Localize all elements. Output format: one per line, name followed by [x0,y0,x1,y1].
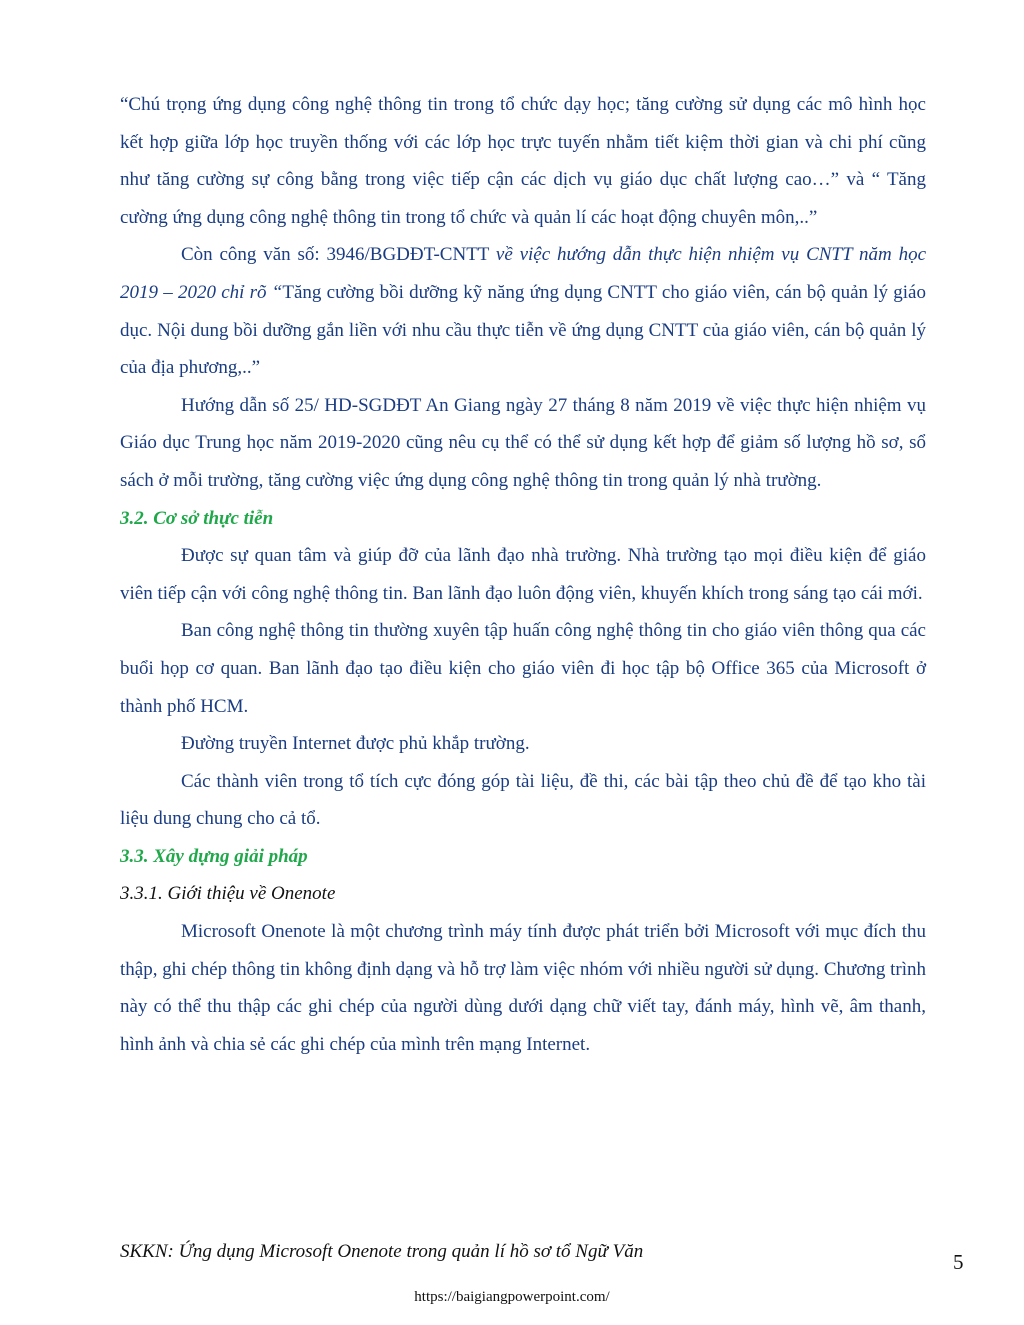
onenote-intro-paragraph: Microsoft Onenote là một chương trình máy tính được phát triển bởi Microsoft với mục đích thu thập, ghi chép thông tin không định dạng và hỗ trợ làm việc nhóm với nhiều người sử dụng. Chương trình này có thể thu thập các ghi chép của người dùng dưới dạng chữ viết tay, đánh máy, hình vẽ, âm thanh, hình ảnh và chia sẻ các ghi chép của mình trên mạng Internet. [120,921,926,1055]
footer-title: SKKN: Ứng dụng Microsoft Onenote trong quản lí hồ sơ tổ Ngữ Văn [120,1241,644,1262]
official-letter-quote: Tăng cường bồi dưỡng kỹ năng ứng dụng CNTT cho giáo viên, cán bộ quản lý giáo dục. Nội dung bồi dưỡng gắn liền với nhu cầu thực tiễn về ứng dụng CNTT của giáo viên, cán bộ quản lý của địa phương,..” [120,281,926,379]
guidance-paragraph: Hướng dẫn số 25/ HD-SGDĐT An Giang ngày 27 tháng 8 năm 2019 về việc thực hiện nhiệm vụ Giáo dục Trung học năm 2019-2020 cũng nêu cụ thể có thể sử dụng kết hợp để giảm số lượng hồ sơ, sổ sách ở mỗi trường, tăng cường việc ứng dụng công nghệ thông tin trong quản lý nhà trường. [120,394,926,491]
practice-paragraph-1: Được sự quan tâm và giúp đỡ của lãnh đạo nhà trường. Nhà trường tạo mọi điều kiện để giáo viên tiếp cận với công nghệ thông tin. Ban lãnh đạo luôn động viên, khuyến khích trong sáng tạo cái mới. [120,545,926,604]
source-url: https://baigiangpowerpoint.com/ [414,1289,610,1305]
official-letter-italic: về việc hướng dẫn thực hiện nhiệm vụ CNTT năm học 2019 – 2020 chỉ rõ “ [120,244,927,303]
subsection-heading-3-3-1: 3.3.1. Giới thiệu về Onenote [120,883,336,905]
practice-paragraph-2: Ban công nghệ thông tin thường xuyên tập huấn công nghệ thông tin cho giáo viên thông qua các buổi họp cơ quan. Ban lãnh đạo tạo điều kiện cho giáo viên đi học tập bộ Office 365 của Microsoft ở thành phố HCM. [120,620,926,717]
practice-paragraph-3: Đường truyền Internet được phủ khắp trường. [181,733,530,755]
official-letter-lead: Còn công văn số: 3946/BGDĐT-CNTT [181,244,496,266]
page-number: 5 [953,1250,964,1274]
practice-paragraph-4: Các thành viên trong tổ tích cực đóng góp tài liệu, đề thi, các bài tập theo chủ đề để tạo kho tài liệu dung chung cho cả tổ. [120,770,926,830]
section-heading-3-2: 3.2. Cơ sở thực tiễn [120,507,274,529]
quote-paragraph: “Chú trọng ứng dụng công nghệ thông tin trong tổ chức dạy học; tăng cường sử dụng các mô hình học kết hợp giữa lớp học truyền thống với các lớp học trực tuyến nhằm tiết kiệm thời gian và chi phí cũng như tăng cường sự công bằng trong việc tiếp cận các dịch vụ giáo dục chất lượng cao…” và “ Tăng cường ứng dụng công nghệ thông tin trong tổ chức và quản lí các hoạt động chuyên môn,..” [120,94,926,228]
official-letter-paragraph [120,236,926,386]
page-content [120,86,926,1063]
section-heading-3-3: 3.3. Xây dựng giải pháp [120,845,308,867]
